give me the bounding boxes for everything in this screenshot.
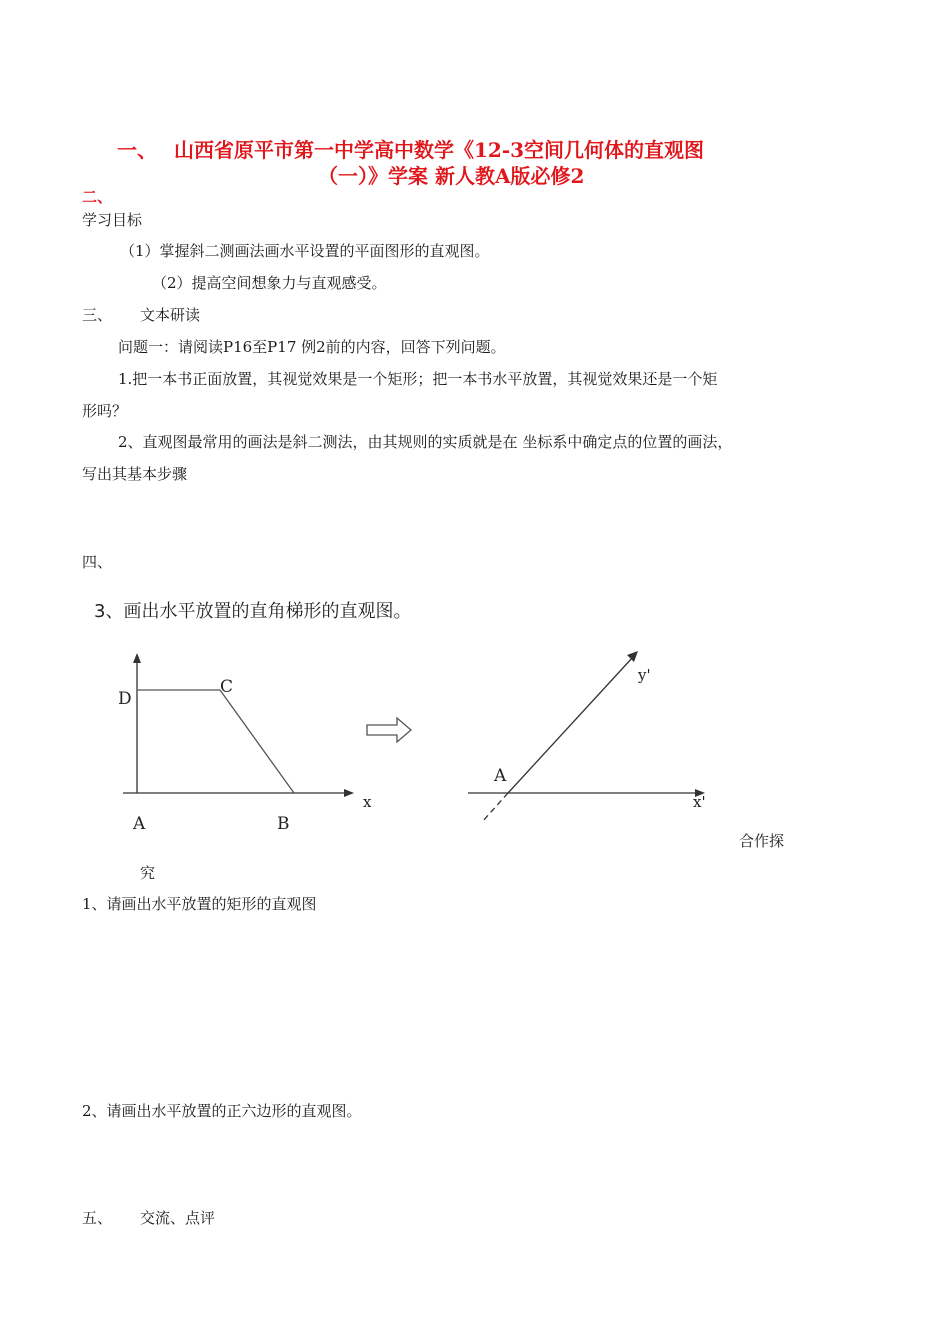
label-d: D (118, 689, 132, 709)
transform-arrow-icon (365, 716, 415, 744)
question-1-line2: 形吗？ (82, 402, 128, 420)
question-intro: 问题一：请阅读P16至P17 例2前的内容，回答下列问题。 (118, 338, 506, 356)
section5-heading: 交流、点评 (140, 1209, 216, 1227)
section5-marker: 五、 (82, 1209, 113, 1227)
figure-caption: 3、画出水平放置的直角梯形的直观图。 (94, 601, 412, 622)
label-x-prime: x' (693, 793, 706, 811)
trapezoid-original-figure (110, 645, 370, 845)
label-b: B (277, 814, 290, 834)
section2-marker: 二、 (82, 188, 113, 206)
document-title-prefix: 一、 (117, 138, 157, 162)
objective-item-2: （2）提高空间想象力与直观感受。 (152, 274, 387, 292)
label-a: A (133, 814, 146, 834)
document-title-line1: 山西省原平市第一中学高中数学《12-3空间几何体的直观图 (174, 138, 705, 162)
label-x: x (363, 793, 372, 811)
question-2-line2: 写出其基本步骤 (82, 465, 188, 483)
task-rectangle: 1、请画出水平放置的矩形的直观图 (82, 895, 317, 913)
section2-heading: 学习目标 (82, 211, 143, 229)
y-prime-axis-arrow-icon (627, 651, 638, 662)
oblique-axes-figure (465, 645, 725, 830)
section3-heading: 文本研读 (140, 306, 201, 324)
section4-marker: 四、 (82, 553, 113, 571)
cooperative-inquiry-line2: 究 (140, 864, 156, 882)
question-1-line1: 1.把一本书正面放置，其视觉效果是一个矩形；把一本书水平放置，其视觉效果还是一个矩 (118, 370, 718, 388)
x-axis-arrow-icon (344, 789, 354, 797)
section3-marker: 三、 (82, 306, 113, 324)
task-hexagon: 2、请画出水平放置的正六边形的直观图。 (82, 1102, 362, 1120)
question-2-line1: 2、直观图最常用的画法是斜二测法，由其规则的实质就是在 坐标系中确定点的位置的画法， (118, 433, 733, 451)
y-prime-axis (508, 657, 633, 793)
label-c: C (220, 677, 234, 697)
label-y-prime: y' (638, 666, 651, 684)
label-a-prime: A (494, 766, 507, 786)
objective-item-1: （1）掌握斜二测画法画水平设置的平面图形的直观图。 (120, 242, 490, 260)
y-axis-arrow-icon (133, 653, 141, 663)
cooperative-inquiry-line1: 合作探 (739, 832, 785, 850)
edge-cb (220, 690, 294, 793)
document-title-line2: （一）》学案 新人教A版必修2 (318, 164, 585, 188)
y-prime-axis-extension (482, 793, 508, 822)
